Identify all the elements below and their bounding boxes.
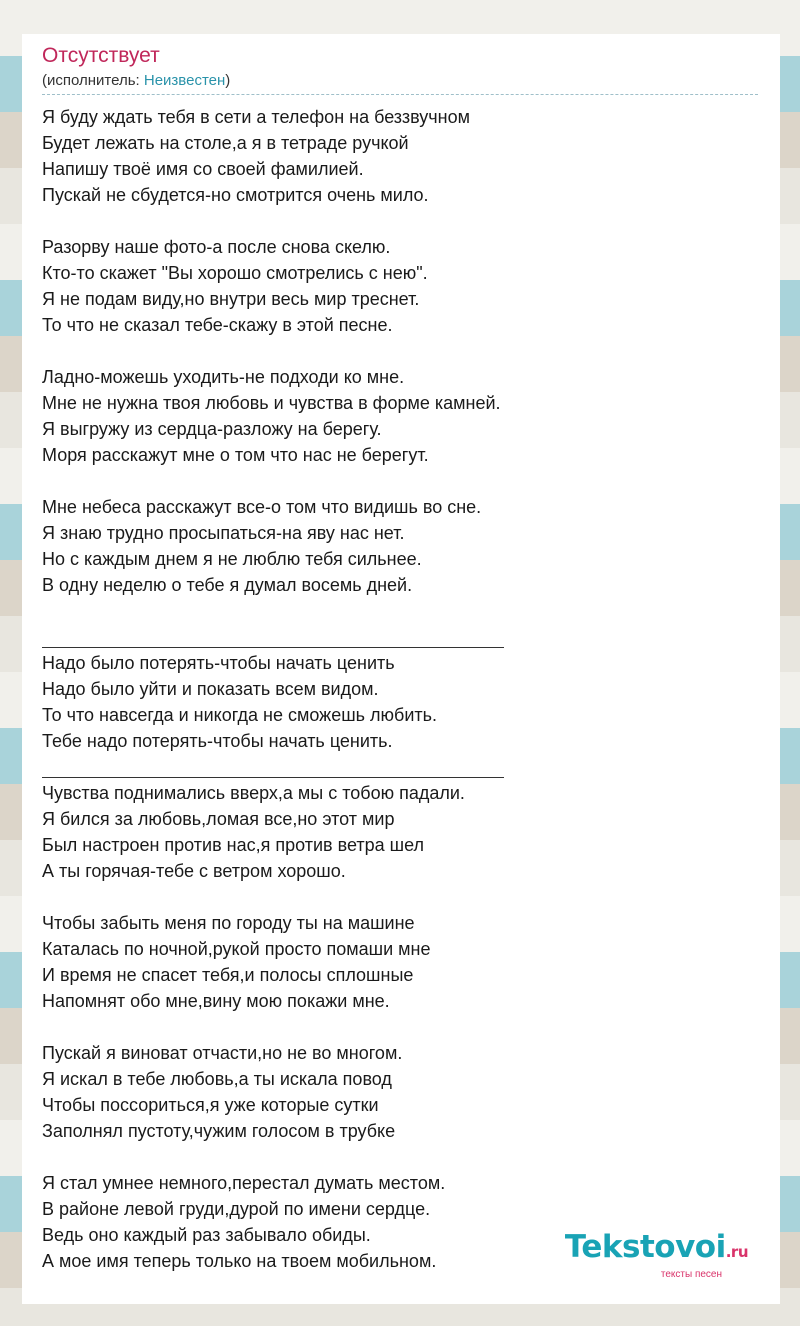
artist-link[interactable]: Неизвестен xyxy=(143,72,226,89)
lyric-line: Чтобы забыть меня по городу ты на машине xyxy=(42,913,415,933)
stanza-gap xyxy=(42,208,742,234)
stanza-gap xyxy=(42,1014,742,1040)
artist-line xyxy=(42,70,758,95)
artist-suffix: ) xyxy=(225,72,231,89)
lyric-line: Пускай не сбудется-но смотрится очень мило. xyxy=(42,185,429,205)
lyric-line: Я стал умнее немного,перестал думать местом. xyxy=(42,1173,446,1193)
lyric-line: Я бился за любовь,ломая все,но этот мир xyxy=(42,809,395,829)
lyric-line: Надо было потерять-чтобы начать ценить xyxy=(42,653,395,673)
lyric-line: То что не сказал тебе-скажу в этой песне. xyxy=(42,315,393,335)
artist-prefix: (исполнитель: xyxy=(42,72,144,89)
lyric-line: Заполнял пустоту,чужим голосом в трубке xyxy=(42,1121,396,1141)
lyric-line: Я искал в тебе любовь,а ты искала повод xyxy=(42,1069,392,1089)
lyric-line: А ты горячая-тебе с ветром хорошо. xyxy=(42,861,346,881)
lyric-line: Я выгружу из сердца-разложу на берегу. xyxy=(42,419,382,439)
stanza-gap xyxy=(42,468,742,494)
lyric-line: И время не спасет тебя,и полосы сплошные xyxy=(42,965,414,985)
lyric-line: А мое имя теперь только на твоем мобильном. xyxy=(42,1251,437,1271)
lyric-line: Я буду ждать тебя в сети а телефон на беззвучном xyxy=(42,107,470,127)
stanza-gap xyxy=(42,598,742,624)
lyric-line: В одну неделю о тебе я думал восемь дней. xyxy=(42,575,413,595)
lyric-line: В районе левой груди,дурой по имени сердце. xyxy=(42,1199,431,1219)
lyric-line: Чувства поднимались вверх,а мы с тобою падали. xyxy=(42,783,465,803)
lyric-line: Напомнят обо мне,вину мою покажи мне. xyxy=(42,991,390,1011)
song-title: Отсутствует xyxy=(42,44,160,67)
logo-tld: .ru xyxy=(725,1243,748,1261)
lyric-line: Мне небеса расскажут все-о том что видишь во сне. xyxy=(42,497,482,517)
lyric-line: Надо было уйти и показать всем видом. xyxy=(42,679,379,699)
lyric-line: Тебе надо потерять-чтобы начать ценить. xyxy=(42,731,393,751)
lyric-line: Ладно-можешь уходить-не подходи ко мне. xyxy=(42,367,405,387)
lyric-line: То что навсегда и никогда не сможешь любить. xyxy=(42,705,438,725)
lyric-line: Я знаю трудно просыпаться-на яву нас нет. xyxy=(42,523,405,543)
lyrics-text xyxy=(42,104,742,1274)
section-separator xyxy=(42,754,742,780)
lyric-line: Напишу твоё имя со своей фамилией. xyxy=(42,159,364,179)
song-header xyxy=(42,42,758,95)
logo-wordmark: Tekstovoi xyxy=(564,1229,726,1265)
lyric-line: Мне не нужна твоя любовь и чувства в форме камней. xyxy=(42,393,501,413)
lyric-line: Я не подам виду,но внутри весь мир треснет. xyxy=(42,289,420,309)
section-separator xyxy=(42,624,742,650)
lyric-line: Чтобы поссориться,я уже которые сутки xyxy=(42,1095,379,1115)
site-logo[interactable] xyxy=(565,1230,748,1280)
lyrics-card xyxy=(22,34,780,1304)
lyric-line: Моря расскажут мне о том что нас не берегут. xyxy=(42,445,429,465)
lyric-line: Каталась по ночной,рукой просто помаши мне xyxy=(42,939,431,959)
lyric-line: Был настроен против нас,я против ветра шел xyxy=(42,835,424,855)
lyric-line: Разорву наше фото-а после снова скелю. xyxy=(42,237,391,257)
stanza-gap xyxy=(42,338,742,364)
logo-tagline: тексты песен xyxy=(660,1269,722,1280)
lyric-line: Будет лежать на столе,а я в тетраде ручкой xyxy=(42,133,409,153)
lyric-line: Но с каждым днем я не люблю тебя сильнее. xyxy=(42,549,422,569)
lyric-line: Ведь оно каждый раз забывало обиды. xyxy=(42,1225,371,1245)
lyric-line: Пускай я виноват отчасти,но не во многом. xyxy=(42,1043,403,1063)
stanza-gap xyxy=(42,1144,742,1170)
stanza-gap xyxy=(42,884,742,910)
lyric-line: Кто-то скажет "Вы хорошо смотрелись с нею". xyxy=(42,263,428,283)
